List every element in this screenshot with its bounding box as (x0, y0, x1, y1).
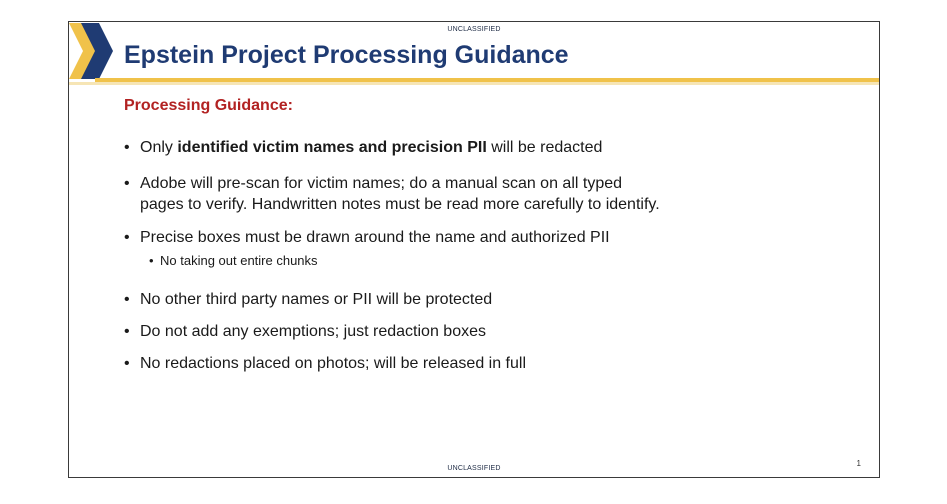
bullet-item (124, 227, 824, 248)
slide (68, 21, 880, 478)
sub-bullet-text: No taking out entire chunks (160, 253, 318, 268)
bullet-item (124, 289, 824, 310)
bullet-marker: • (124, 291, 130, 308)
bullet-text: Adobe will pre-scan for victim names; do a manual scan on all typed pages to verify. Handwritten notes must be read more carefully to identify. (140, 175, 660, 213)
title-underline-shadow (69, 82, 879, 85)
bullet-marker: • (124, 175, 130, 192)
section-heading: Processing Guidance: (124, 97, 293, 114)
bullet-item (124, 353, 824, 374)
bullet-marker: • (124, 323, 130, 340)
bullet-marker: • (124, 139, 130, 156)
chevron-icon (69, 23, 115, 79)
classification-marking-bottom: UNCLASSIFIED (447, 465, 501, 472)
bullet-marker: • (124, 229, 130, 246)
bullet-item (124, 137, 824, 158)
sub-bullet-item (149, 252, 318, 269)
bullet-emphasis: identified victim names and precision PII (177, 139, 487, 156)
bullet-text: Only identified victim names and precision PII will be redacted (140, 139, 603, 156)
slide-title: Epstein Project Processing Guidance (124, 41, 569, 69)
bullet-item (124, 173, 824, 215)
classification-marking-top: UNCLASSIFIED (447, 26, 501, 33)
bullet-text: No redactions placed on photos; will be released in full (140, 355, 527, 372)
bullet-marker: • (149, 253, 154, 268)
bullet-marker: • (124, 355, 130, 372)
bullet-text: Do not add any exemptions; just redaction boxes (140, 323, 486, 340)
bullet-text: Precise boxes must be drawn around the name and authorized PII (140, 229, 610, 246)
slide-number: 1 (856, 459, 861, 468)
bullet-text: No other third party names or PII will be protected (140, 291, 493, 308)
bullet-item (124, 321, 824, 342)
